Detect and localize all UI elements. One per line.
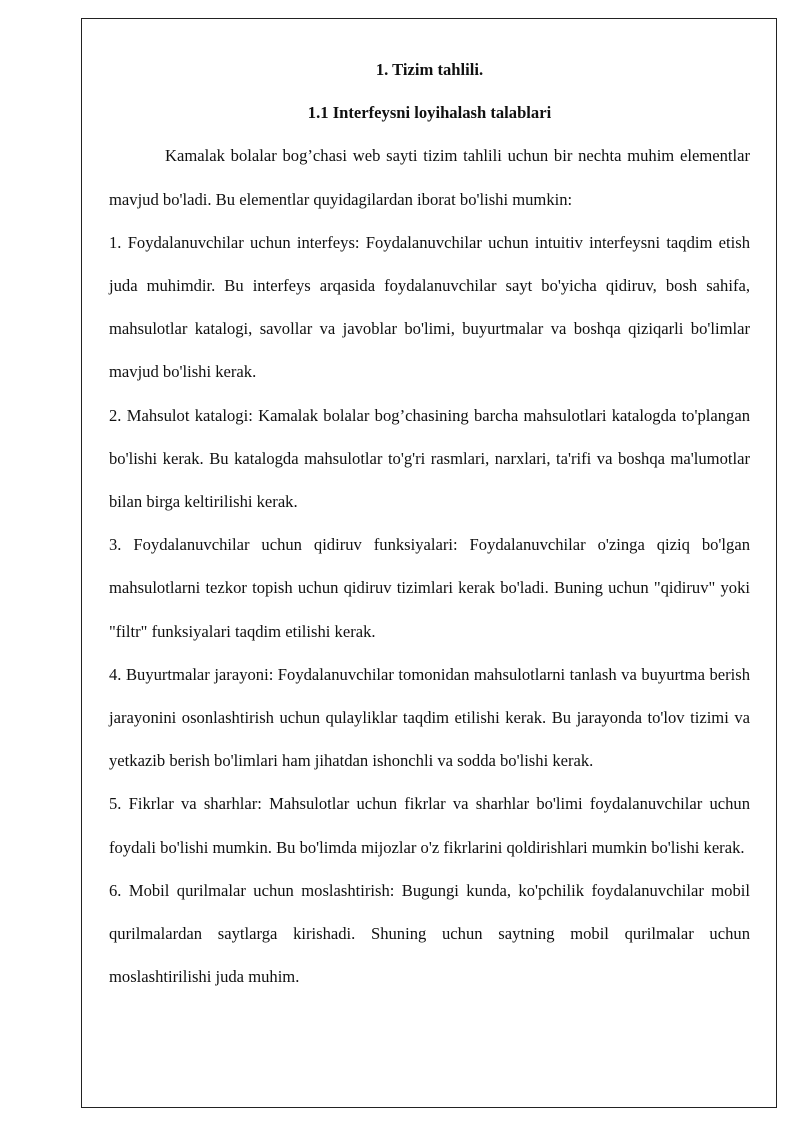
list-item-3: 3. Foydalanuvchilar uchun qidiruv funksiyalari: Foydalanuvchilar o'zinga qiziq bo'lgan mahsulotlarni tezkor topish uchun qidiruv tizimlari kerak bo'ladi. Buning uchun "qidiruv" yoki "filtr" funksiyalari taqdim etilishi kerak. [109,535,750,641]
list-item-5: 5. Fikrlar va sharhlar: Mahsulotlar uchun fikrlar va sharhlar bo'limi foydalanuvchilar uchun foydali bo'lishi mumkin. Bu bo'limda mijozlar o'z fikrlarini qoldirishlari mumkin bo'lishi kerak. [109,794,750,857]
list-item-6: 6. Mobil qurilmalar uchun moslashtirish: Bugungi kunda, ko'pchilik foydalanuvchilar mobil qurilmalardan saytlarga kirishadi. Shuning uchun saytning mobil qurilmalar uchun moslashtirilishi juda muhim. [109,880,750,987]
list-item-2: 2. Mahsulot katalogi: Kamalak bolalar bog’chasining barcha mahsulotlari katalogda to'plangan bo'lishi kerak. Bu katalogda mahsulotlar to'g'ri rasmlari, narxlari, ta'rifi va boshqa ma'lumotlar bilan birga keltirilishi kerak. [109,405,750,512]
list-item-4: 4. Buyurtmalar jarayoni: Foydalanuvchilar tomonidan mahsulotlarni tanlash va buyurtma berish jarayonini osonlashtirish uchun qulayliklar taqdim etilishi kerak. Bu jarayonda to'lov tizimi va yetkazib berish bo'limlari ham jihatdan ishonchli va sodda bo'lishi kerak. [109,664,750,771]
document-body [109,48,750,998]
section-title: 1. Tizim tahlili. [375,60,484,79]
intro-paragraph: Kamalak bolalar bog’chasi web sayti tizim tahlili uchun bir nechta muhim elementlar mavjud bo'ladi. Bu elementlar quyidagilardan iborat bo'lishi mumkin: [109,146,750,209]
list-item-1: 1. Foydalanuvchilar uchun interfeys: Foydalanuvchilar uchun intuitiv interfeysni taqdim etish juda muhimdir. Bu interfeys arqasida foydalanuvchilar sayt bo'yicha qidiruv, bosh sahifa, mahsulotlar katalogi, savollar va javoblar bo'limi, buyurtmalar va boshqa qiziqarli bo'limlar mavjud bo'lishi kerak. [109,232,750,382]
subsection-title: 1.1 Interfeysni loyihalash talablari [307,103,552,123]
